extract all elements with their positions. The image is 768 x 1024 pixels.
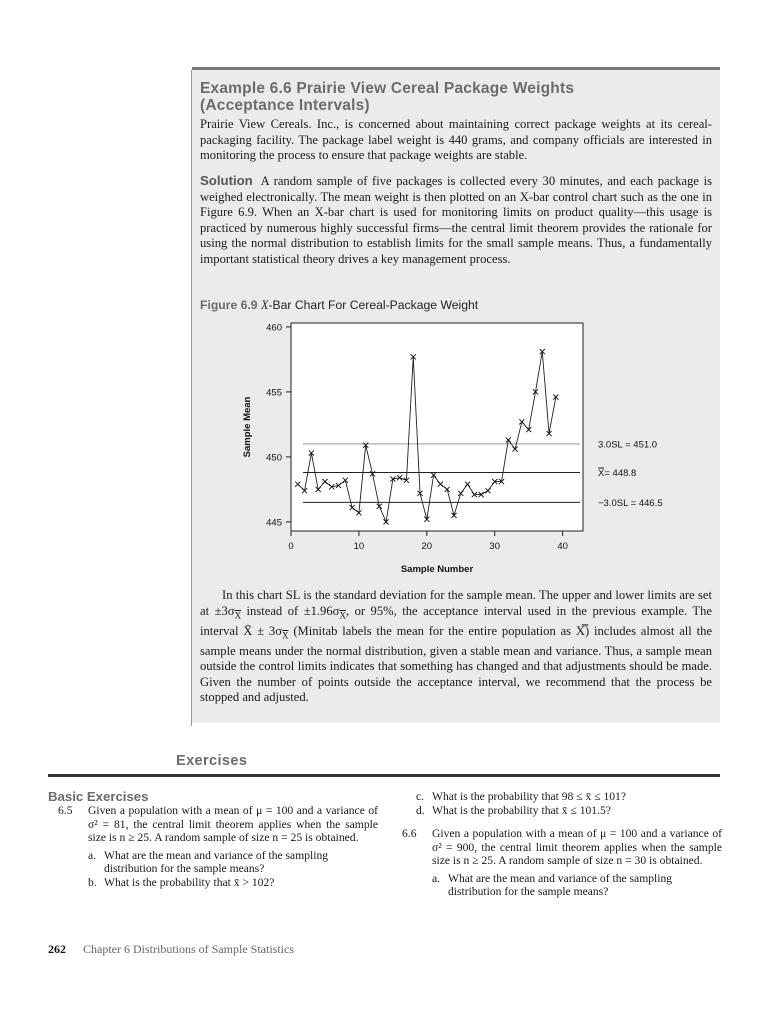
example-title [200, 80, 710, 114]
figure-caption [200, 298, 478, 313]
x-axis-label: Sample Number [400, 564, 474, 575]
control-limit-label: X̿= 448.8 [598, 468, 637, 479]
sub-text: What is the probability that x̄ > 102? [104, 875, 275, 889]
exercises-left-column [48, 804, 378, 889]
example-title-line2: (Acceptance Intervals) [200, 97, 370, 114]
y-tick-label: 455 [266, 387, 282, 399]
example-intro: Prairie View Cereals. Inc., is concerned about maintaining correct package weights at its cereal-packaging facility. The package label weight is 440 grams, and company officials are interested in monitoring the process to ensure that package weights are stable. [200, 117, 712, 162]
control-limit-label: 3.0SL = 451.0 [598, 439, 658, 451]
sub-label: c. [416, 790, 425, 803]
y-tick-label: 445 [266, 517, 282, 529]
exercise-number: 6.5 [58, 804, 73, 817]
example-after-chart [200, 588, 712, 706]
after-sub-2: X [339, 610, 346, 621]
exercise-6-5-b [48, 876, 378, 890]
sub-label: a. [432, 871, 441, 885]
sub-label: d. [416, 803, 425, 817]
after-text-4: (Minitab labels the mean for the entire population as X̿) includes almost all the sample means under the normal distribution, given a stable mean and variance. Thus, a sample mean outside the control limits indicates that something has changed and that adjustments should be made. Given the number of points outside the acceptance interval, we recommend that the process be stopped and adjusted. [200, 623, 712, 705]
basic-exercises-heading: Basic Exercises [48, 789, 149, 804]
x-tick-label: 20 [421, 541, 433, 552]
x-tick-label: 0 [288, 541, 294, 552]
page-number: 262 [48, 942, 66, 956]
after-text-3: , or 95%, the acceptance interval used in the previous example. The interval X̄ ± 3σ [200, 603, 712, 638]
after-sub-3: X [282, 630, 289, 641]
x-tick-label: 40 [557, 541, 568, 552]
exercise-text: Given a population with a mean of μ = 100 and a variance of σ² = 900, the central limit theorem applies when the sample size is n ≥ 25. A random sample of size n = 30 is obtained. [432, 827, 722, 867]
exercises-rule [48, 774, 720, 777]
control-limit-label: −3.0SL = 446.5 [598, 497, 663, 509]
sub-label: b. [88, 875, 97, 889]
exercise-6-5-c [392, 790, 722, 804]
chapter-title: Chapter 6 Distributions of Sample Statistics [83, 942, 294, 956]
exercise-6-5 [48, 804, 378, 845]
sub-text: What is the probability that 98 ≤ x̄ ≤ 101? [432, 790, 627, 803]
page-footer [48, 942, 294, 957]
exercises-right-column [392, 790, 722, 899]
y-axis-label: Sample Mean [242, 396, 253, 458]
exercise-text: Given a population with a mean of μ = 100 and a variance of σ² = 81, the central limit theorem applies when the sample size is n ≥ 25. A random sample of size n = 25 is obtained. [88, 804, 378, 844]
exercise-number: 6.6 [402, 827, 417, 840]
exercise-6-6 [392, 827, 722, 868]
sub-text: What are the mean and variance of the sampling distribution for the sample means? [104, 848, 329, 875]
exercise-6-5-a [48, 849, 378, 876]
sub-text: What is the probability that x̄ ≤ 101.5? [432, 803, 611, 817]
solution-text: A random sample of five packages is collected every 30 minutes, and each package is weighed electronically. The mean weight is then plotted on an X-bar control chart such as the one in Figure 6.9. When an X-bar chart is used for monitoring limits on product quality—this usage is practiced by numerous highly successful firms—the central limit theorem provides the rationale for using the normal distribution to establish limits for the small sample means. Thus, a fundamentally important statistical theory drives a key management process. [200, 174, 712, 266]
y-tick-label: 450 [266, 452, 282, 464]
exercise-6-5-d [392, 804, 722, 818]
example-title-line1: Example 6.6 Prairie View Cereal Package Weights [200, 80, 575, 97]
after-text-1: In this chart SL is the standard deviation for the sample mean. The upper and lower limits are set at ±3σ [200, 588, 712, 618]
exercises-heading: Exercises [176, 753, 248, 769]
y-tick-label: 460 [266, 322, 282, 334]
after-text-2: instead of ±1.96σ [241, 603, 340, 618]
sub-label: a. [88, 848, 97, 862]
figure-title: -Bar Chart For Cereal-Package Weight [268, 298, 479, 312]
x-tick-label: 30 [489, 541, 501, 552]
example-box [192, 67, 720, 723]
x-tick-label: 10 [353, 541, 365, 552]
figure-x: X [260, 298, 269, 312]
after-sub-1: X [234, 610, 242, 621]
sub-text: What are the mean and variance of the sampling distribution for the sample means? [448, 871, 673, 898]
example-solution [200, 173, 712, 267]
solution-label: Solution [200, 173, 253, 188]
exercise-6-6-a [392, 872, 722, 899]
figure-number: Figure 6.9 [200, 298, 258, 312]
